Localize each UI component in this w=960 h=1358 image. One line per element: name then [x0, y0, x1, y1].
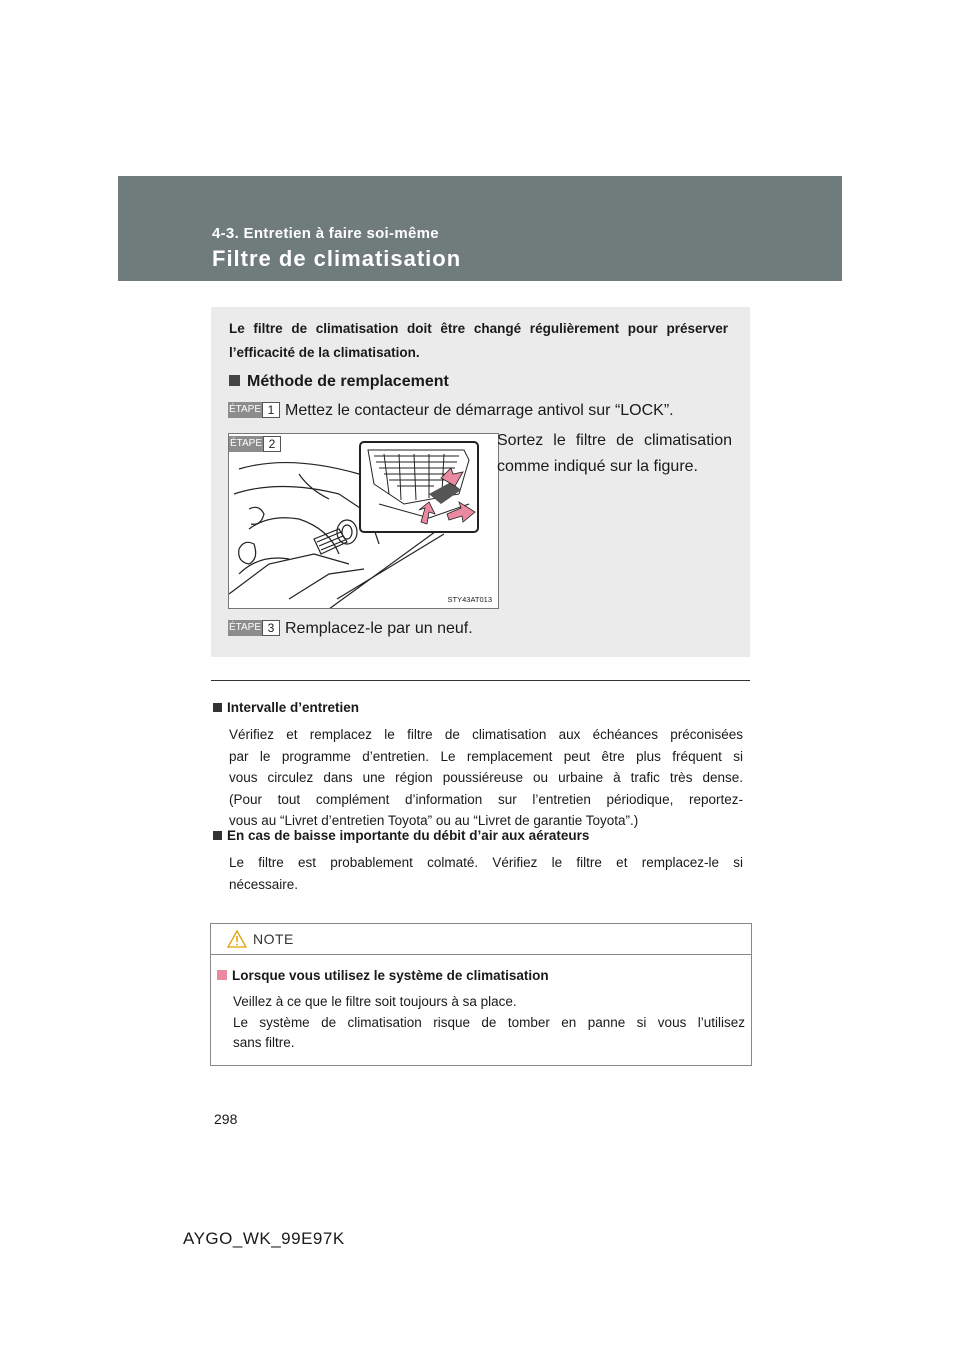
note-heading-label: Lorsque vous utilisez le système de climatisation [232, 968, 549, 983]
step-number: 1 [262, 402, 280, 418]
note-box [210, 923, 752, 1066]
step-tag: ÉTAPE [229, 436, 263, 452]
method-heading-label: Méthode de remplacement [247, 373, 449, 390]
note-heading [217, 966, 745, 986]
step-tag: ÉTAPE [228, 402, 262, 418]
step-2-line-1: Sortez le filtre de climatisation [497, 432, 732, 449]
note-label: NOTE [253, 931, 294, 947]
info-line: (Pour tout complément d’information sur l’entretien périodique, reportez- [229, 791, 743, 807]
note-line: Le système de climatisation risque de tomber en panne si vous l’utilisez [233, 1014, 745, 1030]
step-number: 3 [262, 620, 280, 636]
note-body [217, 966, 745, 1054]
info-body [229, 724, 743, 832]
info-heading-label: Intervalle d’entretien [227, 700, 360, 715]
page-number: 298 [214, 1111, 238, 1127]
step-3-text: Remplacez-le par un neuf. [285, 620, 473, 637]
info-line: Le filtre est probablement colmaté. Vérifiez le filtre et remplacez-le si [229, 855, 743, 870]
square-bullet-icon [229, 375, 240, 386]
note-line: Veillez à ce que le filtre soit toujours à sa place. [233, 994, 517, 1009]
page-title: Filtre de climatisation [212, 246, 462, 271]
info-interval [213, 698, 743, 832]
info-line: nécessaire. [229, 876, 299, 892]
note-text [233, 992, 745, 1054]
dashboard-drawing [229, 434, 498, 608]
info-body [229, 852, 743, 895]
step-badge-1 [228, 402, 280, 418]
section-divider [211, 680, 750, 681]
step-2-text [497, 428, 732, 480]
step-1-text: Mettez le contacteur de démarrage antivol sur “LOCK”. [285, 402, 674, 419]
note-line: sans filtre. [233, 1035, 295, 1050]
step-badge-3 [228, 620, 280, 636]
method-heading [229, 373, 449, 391]
intro-text: Le filtre de climatisation doit être changé régulièrement pour préserver l’efficacité de la climatisation. [229, 321, 728, 360]
info-heading [213, 698, 743, 718]
section-label: 4-3. Entretien à faire soi-même [212, 225, 439, 242]
square-bullet-icon [217, 970, 227, 980]
info-line: vous circulez dans une région poussiéreuse ou urbaine à trafic très dense. [229, 770, 743, 785]
info-airflow [213, 826, 743, 895]
warning-triangle-icon [227, 930, 247, 948]
square-bullet-icon [213, 703, 222, 712]
info-heading [213, 826, 743, 846]
step-tag: ÉTAPE [228, 620, 262, 636]
document-code: AYGO_WK_99E97K [183, 1229, 345, 1248]
info-line: Vérifiez et remplacez le filtre de climatisation aux échéances préconisées [229, 727, 743, 742]
header-band [118, 176, 842, 281]
step-number: 2 [263, 436, 281, 452]
glovebox-filter-illustration [228, 433, 499, 609]
square-bullet-icon [213, 831, 222, 840]
info-line: vous au “Livret d’entretien Toyota” ou au “Livret de garantie Toyota”.) [229, 813, 639, 828]
info-line: par le programme d’entretien. Le remplacement peut être plus fréquent si [229, 748, 743, 764]
info-heading-label: En cas de baisse importante du débit d’air aux aérateurs [227, 828, 590, 843]
figure-code: STY43AT013 [447, 595, 492, 604]
note-header [211, 924, 751, 955]
step-2-line-2: comme indiqué sur la figure. [497, 458, 698, 475]
procedure-box [211, 307, 750, 657]
